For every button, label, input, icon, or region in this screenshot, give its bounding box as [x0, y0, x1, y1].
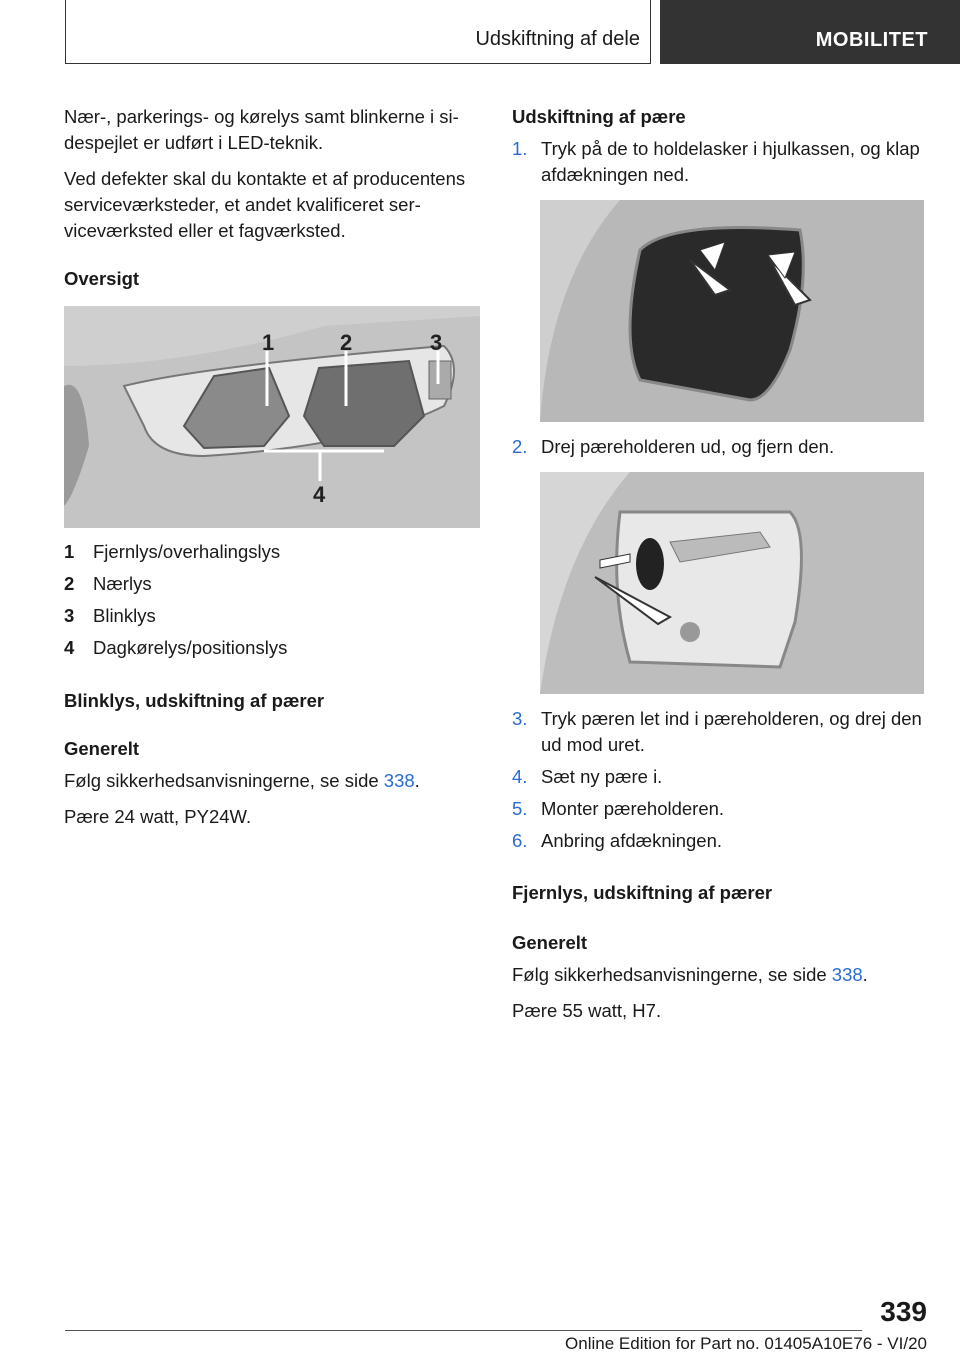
- step-item: [512, 796, 924, 822]
- header-chapter-tab[interactable]: [660, 0, 960, 64]
- safety-reference-left: [64, 768, 480, 794]
- bulb-holder-illustration: [540, 472, 924, 694]
- safety-text: Følg sikkerhedsanvisningerne, se side: [64, 770, 384, 791]
- headlight-illustration: [64, 306, 480, 528]
- legend-item: [64, 568, 480, 600]
- legend-item: [64, 536, 480, 568]
- safety-text: Følg sikkerhedsanvisningerne, se side: [512, 964, 832, 985]
- step-number: 3.: [512, 708, 528, 729]
- general-heading-right: Generelt: [512, 932, 588, 953]
- wheelhouse-cover-figure: [540, 200, 924, 422]
- page-number: 339: [880, 1296, 927, 1327]
- step-number: 6.: [512, 830, 528, 851]
- step-text: Tryk på de to holdelasker i hjulkassen, og klap afdækningen ned.: [541, 138, 920, 185]
- bulb-spec-right: Pære 55 watt, H7.: [512, 1000, 662, 1021]
- step-item: [512, 136, 924, 188]
- step-text: Tryk pæren let ind i pæreholderen, og drej den ud mod uret.: [541, 708, 922, 755]
- header-rule-left: [65, 0, 66, 64]
- legend-number: 3: [64, 605, 75, 626]
- high-beam-section-heading: Fjernlys, udskiftning af pærer: [512, 882, 773, 903]
- legend-number: 4: [64, 637, 75, 658]
- callout-1: 1: [262, 330, 275, 355]
- page-link-338[interactable]: 338: [383, 770, 415, 791]
- callout-3: 3: [430, 330, 443, 355]
- step-number: 2.: [512, 436, 528, 457]
- step-text: Drej pæreholderen ud, og fjern den.: [541, 436, 835, 457]
- figure-legend: [64, 536, 480, 664]
- legend-item: [64, 632, 480, 664]
- safety-reference-right: [512, 962, 924, 988]
- bulb-holder-figure: [540, 472, 924, 694]
- wheelhouse-cover-illustration: [540, 200, 924, 422]
- replace-bulb-heading: Udskiftning af pære: [512, 106, 686, 127]
- step-item: [512, 434, 924, 460]
- header-section-title: Udskiftning af dele: [475, 28, 640, 50]
- legend-item: [64, 600, 480, 632]
- headlight-overview-figure: [64, 306, 480, 528]
- legend-number: 2: [64, 573, 75, 594]
- step-text: Sæt ny pære i.: [541, 766, 663, 787]
- overview-heading: Oversigt: [64, 268, 140, 289]
- step-text: Monter pæreholderen.: [541, 798, 725, 819]
- legend-text: Blinklys: [93, 605, 156, 626]
- intro-paragraph: Nær-, parkerings- og kørelys samt blinkerne i sidespejlet er udført i LED-teknik.: [64, 106, 459, 153]
- bulb-spec-left: Pære 24 watt, PY24W.: [64, 806, 252, 827]
- step-text: Anbring afdækningen.: [541, 830, 723, 851]
- callout-2: 2: [340, 330, 353, 355]
- footer-edition: Online Edition for Part no. 01405A10E76 - VI/20: [565, 1334, 927, 1353]
- callout-4: 4: [313, 482, 326, 507]
- page-link-338[interactable]: 338: [831, 964, 863, 985]
- safety-end: .: [862, 964, 868, 985]
- general-heading-left: Generelt: [64, 738, 140, 759]
- step-number: 5.: [512, 798, 528, 819]
- header-rule-bottom: [65, 63, 651, 64]
- header-chapter-label: MOBILITET: [815, 29, 928, 51]
- step-number: 1.: [512, 138, 528, 159]
- step-item: [512, 828, 924, 854]
- right-column: [512, 104, 924, 1034]
- blink-section-heading: Blinklys, udskiftning af pærer: [64, 690, 325, 711]
- legend-text: Dagkørelys/positionslys: [93, 637, 288, 658]
- left-column: [64, 104, 480, 840]
- footer-rule: [65, 1330, 862, 1331]
- header-rule-divider: [650, 0, 651, 64]
- defect-paragraph: Ved defekter skal du kontakte et af producentens serviceværksteder, et andet kvalificeret serviceværksted eller et fagværksted.: [64, 168, 466, 241]
- step-number: 4.: [512, 766, 528, 787]
- step-item: [512, 764, 924, 790]
- legend-text: Fjernlys/overhalingslys: [93, 541, 281, 562]
- safety-end: .: [414, 770, 420, 791]
- legend-text: Nærlys: [93, 573, 152, 594]
- step-item: [512, 706, 924, 758]
- legend-number: 1: [64, 541, 75, 562]
